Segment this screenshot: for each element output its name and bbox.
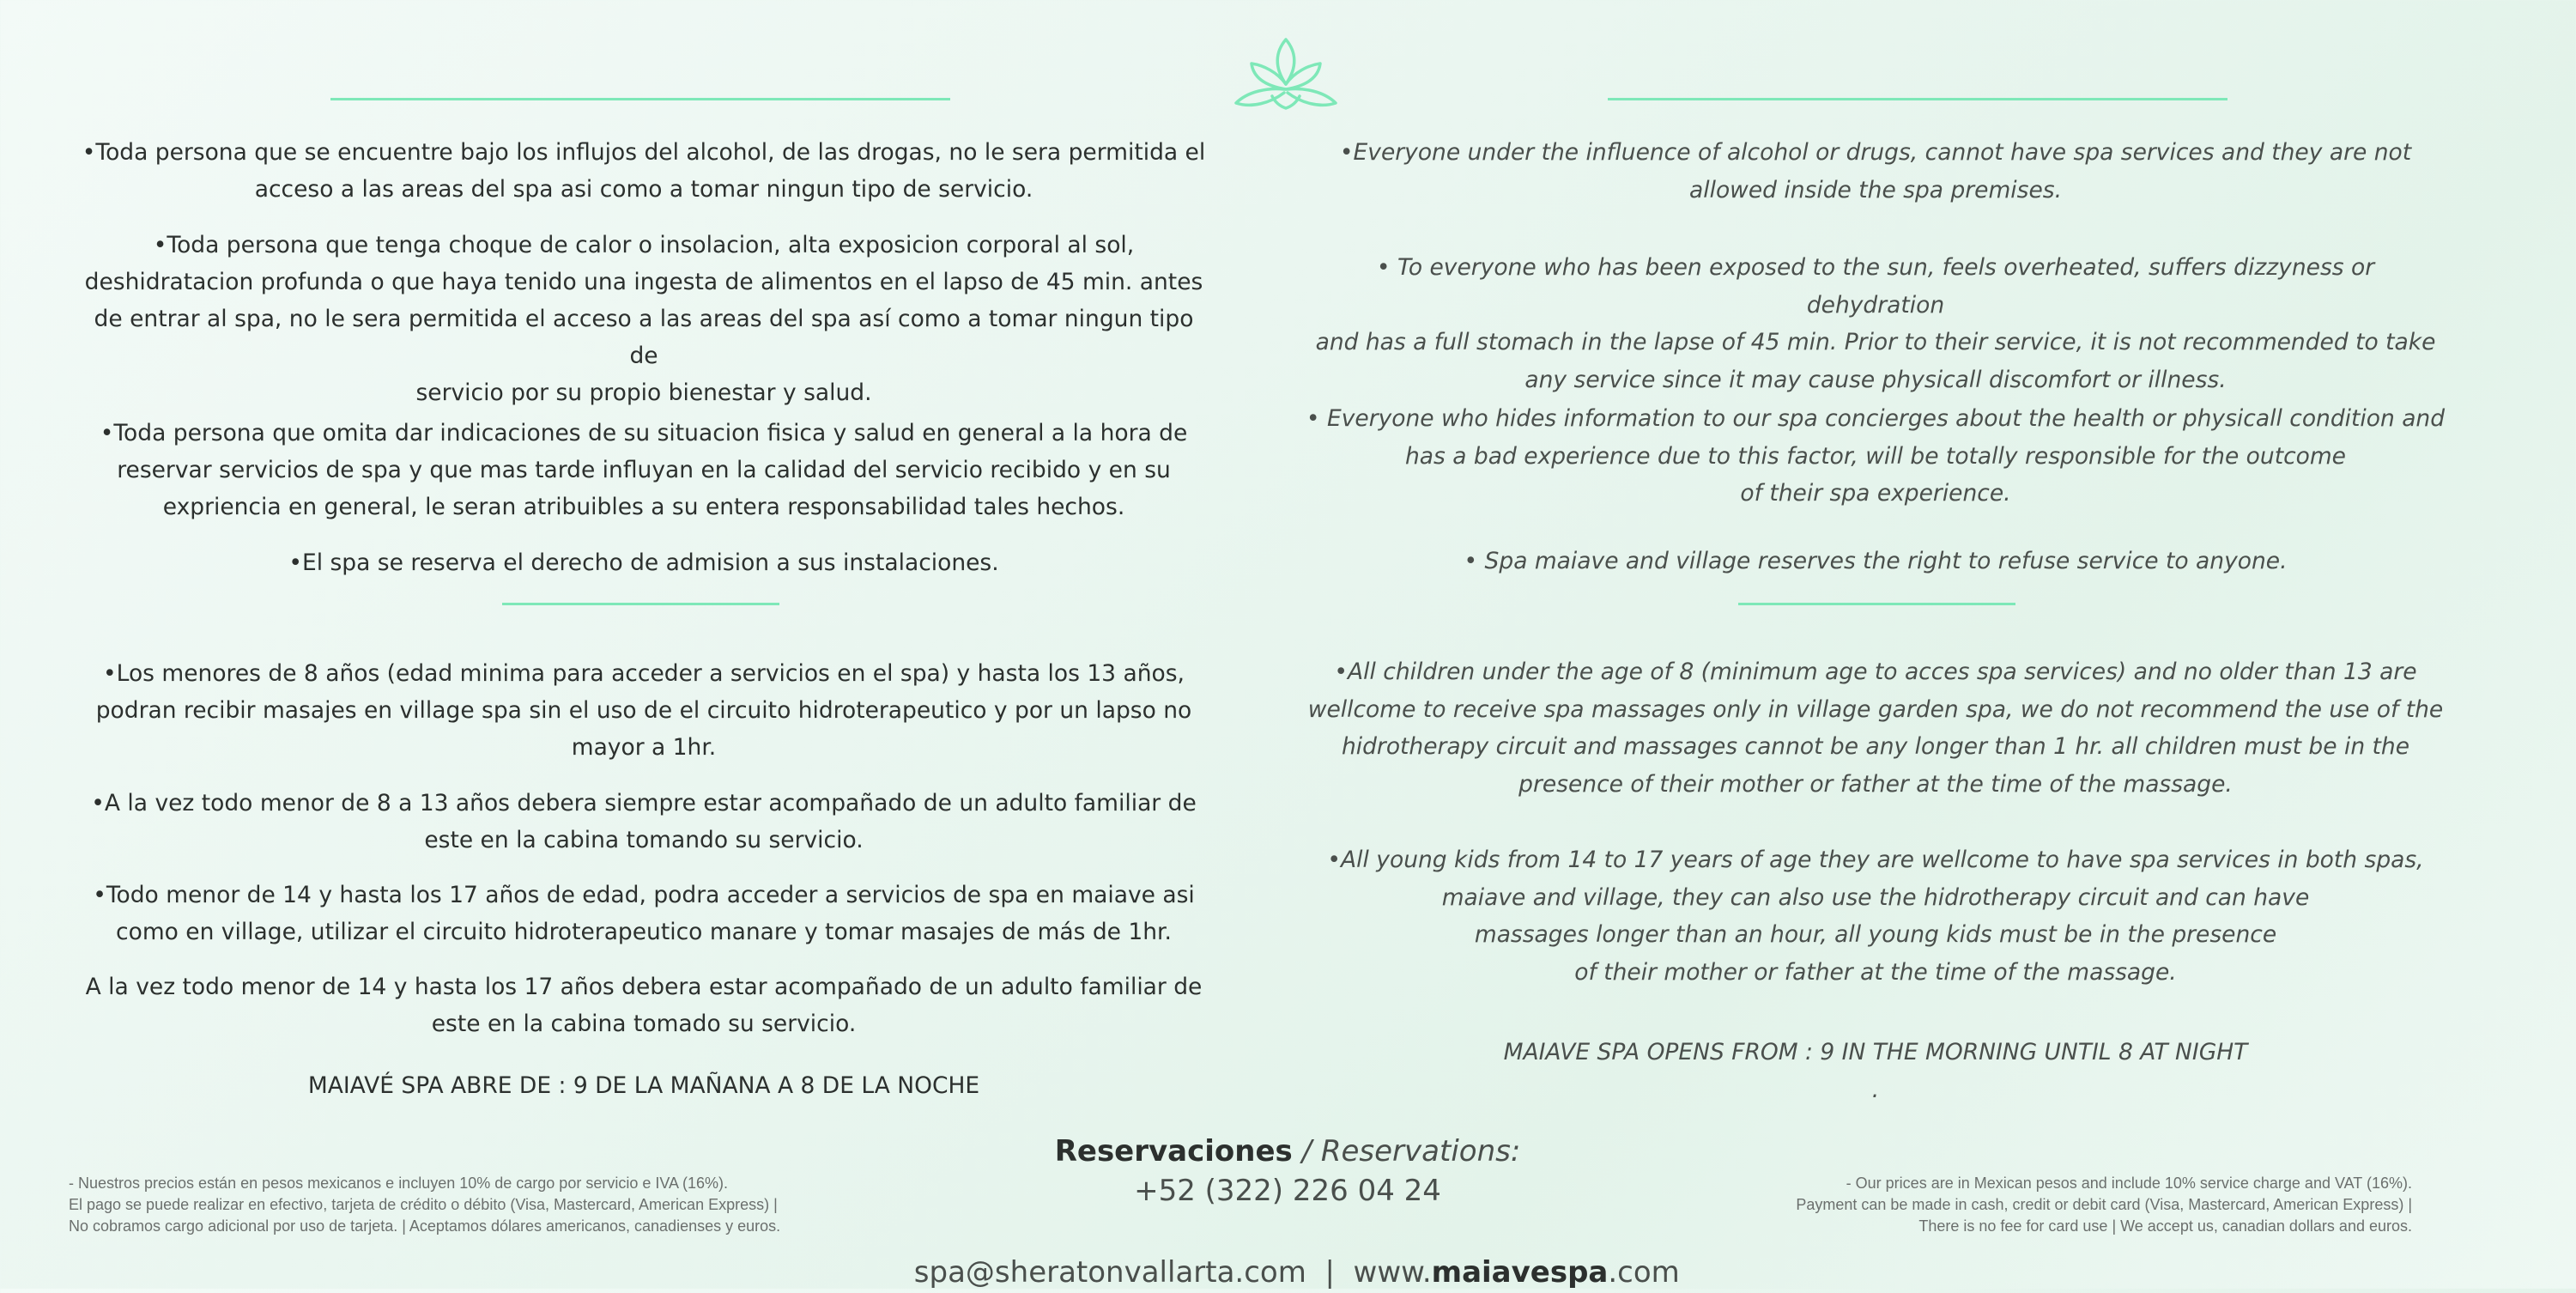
en-opening-hours: MAIAVE SPA OPENS FROM : 9 IN THE MORNING UNTIL 8 AT NIGHT <box>1503 1039 2248 1065</box>
en-rule-4: • Spa maiave and village reserves the right to refuse service to anyone. <box>1464 548 2288 574</box>
en-rule-5: •All children under the age of 8 (minimum age to acces spa services) and no older than 13 are wellcome to receive spa massages only in village garden spa, we do not recommend the use of the hidrotherapy circuit and massages cannot be any longer than 1 hr. all children must be in the presence of their mother or father at the time of the massage. <box>1307 659 2444 798</box>
es-rule-2: •Toda persona que tenga choque de calor o insolacion, alta exposicion corporal al sol, deshidratacion profunda o que haya tenido una ingesta de alimentos en el lapso de 45 min. antes de entrar al spa, no le sera permitida el acceso a las areas del spa así como a tomar ningun tipo de servicio por su propio bienestar y salud. <box>84 232 1203 406</box>
footnote-en: - Our prices are in Mexican pesos and include 10% service charge and VAT (16%). Payment can be made in cash, credit or debit card (Visa, Mastercard, American Express) | There is no fee for card use | We accept us, canadian dollars and euros. <box>1796 1175 2412 1235</box>
english-column <box>1305 0 2446 1133</box>
es-rule-6: •A la vez todo menor de 8 a 13 años debera siempre estar acompañado de un adulto familiar de este en la cabina tomando su servicio. <box>91 790 1197 853</box>
en-rule-6: •All young kids from 14 to 17 years of age they are wellcome to have spa services in both spas, maiave and village, they can also use the hidrotherapy circuit and can have massages longer than an hour, all young kids must be in the presence of their mother or father at the time of the massage. <box>1327 847 2424 986</box>
es-rule-4: •El spa se reserva el derecho de admision a sus instalaciones. <box>288 549 999 576</box>
es-rule-1: •Toda persona que se encuentre bajo los influjos del alcohol, de las drogas, no le sera permitida el acceso a las areas del spa asi como a tomar ningun tipo de servicio. <box>82 139 1206 203</box>
es-rule-5: •Los menores de 8 años (edad minima para acceder a servicios en el spa) y hasta los 13 años, podran recibir masajes en village spa sin el uso de el circuito hidroterapeutico y por un lapso no mayor a 1hr. <box>95 660 1192 761</box>
spanish-column <box>77 0 1210 1133</box>
es-rule-8: A la vez todo menor de 14 y hasta los 17 años debera estar acompañado de un adulto familiar de este en la cabina tomado su servicio. <box>85 974 1203 1037</box>
website-suffix: .com <box>1608 1255 1680 1290</box>
reservations-email[interactable]: spa@sheratonvallarta.com <box>913 1255 1306 1290</box>
en-middle-rule <box>1738 603 2015 605</box>
reservations-phone[interactable]: +52 (322) 226 04 24 <box>1134 1174 1441 1208</box>
en-rule-1: •Everyone under the influence of alcohol or drugs, cannot have spa services and they are not allowed inside the spa premises. <box>1339 139 2412 203</box>
reservations-title-es: Reservaciones <box>1054 1134 1293 1169</box>
en-rule-2: • To everyone who has been exposed to the sun, feels overheated, suffers dizzyness or dehydration and has a full stomach in the lapse of 45 min. Prior to their service, it is not recommended to take any service since it may cause physicall discomfort or illness. <box>1315 254 2436 393</box>
website-link[interactable] <box>1354 1255 1680 1290</box>
es-middle-rule <box>502 603 779 605</box>
reservations-title <box>858 1130 1717 1173</box>
reservations-title-separator: / <box>1292 1134 1321 1169</box>
contact-separator: | <box>1306 1255 1354 1290</box>
es-opening-hours: MAIAVÉ SPA ABRE DE : 9 DE LA MAÑANA A 8 DE LA NOCHE <box>307 1072 980 1099</box>
reservations-contact-line <box>858 1211 1717 1293</box>
en-dot: . <box>1871 1077 1880 1103</box>
website-prefix: www. <box>1353 1255 1432 1290</box>
footnote-es: - Nuestros precios están en pesos mexicanos e incluyen 10% de cargo por servicio e IVA (16%). El pago se puede realizar en efectivo, tarjeta de crédito o débito (Visa, Mastercard, American Express) | No cobramos cargo adicional por uso de tarjeta. | Aceptamos dólares americanos, canadienses y euros. <box>69 1175 781 1235</box>
website-brand: maiavespa <box>1431 1255 1609 1290</box>
es-rule-7: •Todo menor de 14 y hasta los 17 años de edad, podra acceder a servicios de spa en maiave asi como en village, utilizar el circuito hidroterapeutico manare y tomar masajes de más de 1hr. <box>93 882 1195 945</box>
es-rule-3: •Toda persona que omita dar indicaciones de su situacion fisica y salud en general a la hora de reservar servicios de spa y que mas tarde influyan en la calidad del servicio recibido y en su expriencia en general, le seran atribuibles a su entera responsabilidad tales hechos. <box>100 420 1188 520</box>
en-rule-3: • Everyone who hides information to our spa concierges about the health or physicall condition and has a bad experience due to this factor, will be totally responsible for the outcome of their spa experience. <box>1306 405 2446 507</box>
reservations-title-en: Reservations: <box>1320 1134 1521 1169</box>
